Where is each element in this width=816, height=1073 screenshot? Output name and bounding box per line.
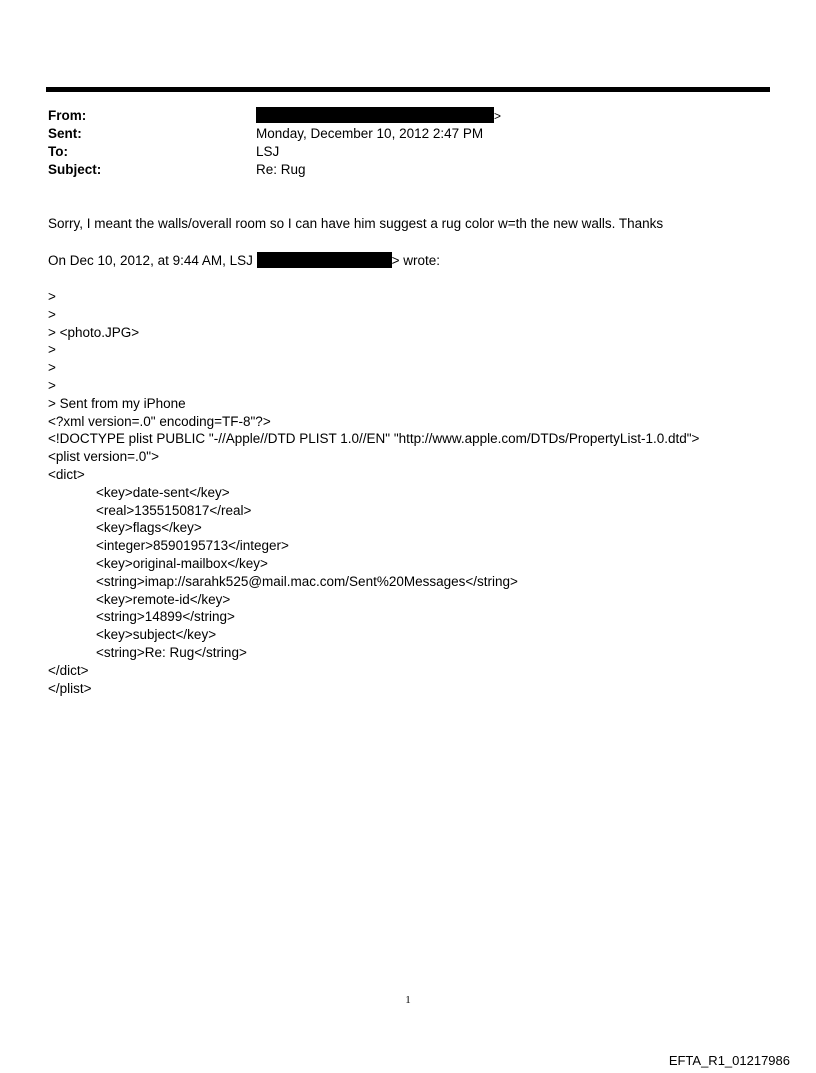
code-line: </dict> <box>48 662 89 678</box>
code-line: <!DOCTYPE plist PUBLIC "-//Apple//DTD PLIST 1.0//EN" "http://www.apple.com/DTDs/PropertyList-1.0.dtd"> <box>48 431 700 447</box>
code-line: <key>remote-id</key> <box>96 591 231 607</box>
code-line: > <box>48 306 56 322</box>
sent-value: Monday, December 10, 2012 2:47 PM <box>256 126 484 141</box>
quoted-plist-content <box>48 288 699 697</box>
code-line: > Sent from my iPhone <box>48 395 186 411</box>
quote-intro <box>48 252 440 268</box>
from-label: From: <box>48 108 87 123</box>
from-row <box>48 107 501 125</box>
code-line: <integer>8590195713</integer> <box>96 538 289 554</box>
message-body: Sorry, I meant the walls/overall room so I can have him suggest a rug color w=th the new walls. Thanks <box>48 216 664 231</box>
page-number: 1 <box>405 994 411 1006</box>
code-line: <key>original-mailbox</key> <box>96 555 268 571</box>
redaction-block <box>256 107 494 123</box>
email-header <box>48 107 501 179</box>
to-row <box>48 143 501 161</box>
code-line: <key>subject</key> <box>96 627 217 643</box>
header-divider <box>46 87 770 92</box>
code-line: <plist version=.0"> <box>48 449 159 465</box>
redaction-block <box>257 252 392 268</box>
from-value-suffix: > <box>494 109 502 123</box>
code-line: <key>flags</key> <box>96 520 202 536</box>
code-line: > <box>48 360 56 376</box>
code-line: <string>imap://sarahk525@mail.mac.com/Sent%20Messages</string> <box>96 573 518 589</box>
code-line: > <photo.JPG> <box>48 324 140 340</box>
code-line: > <box>48 342 56 358</box>
sent-row <box>48 125 501 143</box>
code-line: </plist> <box>48 680 92 696</box>
code-line: <real>1355150817</real> <box>96 502 252 518</box>
code-line: <key>date-sent</key> <box>96 484 230 500</box>
code-line: > <box>48 289 56 304</box>
code-line: <string>Re: Rug</string> <box>96 644 247 660</box>
quote-intro-prefix: On Dec 10, 2012, at 9:44 AM, LSJ <box>48 253 253 268</box>
code-line: <string>14899</string> <box>96 609 235 625</box>
subject-label: Subject: <box>48 162 102 177</box>
subject-value: Re: Rug <box>256 162 306 177</box>
code-line: <?xml version=.0" encoding=TF-8"?> <box>48 413 271 429</box>
to-value: LSJ <box>256 144 280 159</box>
document-id: EFTA_R1_01217986 <box>668 1053 790 1068</box>
to-label: To: <box>48 144 68 159</box>
subject-row <box>48 161 501 179</box>
sent-label: Sent: <box>48 126 82 141</box>
from-value <box>256 107 501 125</box>
quote-intro-suffix: > wrote: <box>391 253 441 268</box>
code-line: <dict> <box>48 466 85 482</box>
code-line: > <box>48 377 56 393</box>
